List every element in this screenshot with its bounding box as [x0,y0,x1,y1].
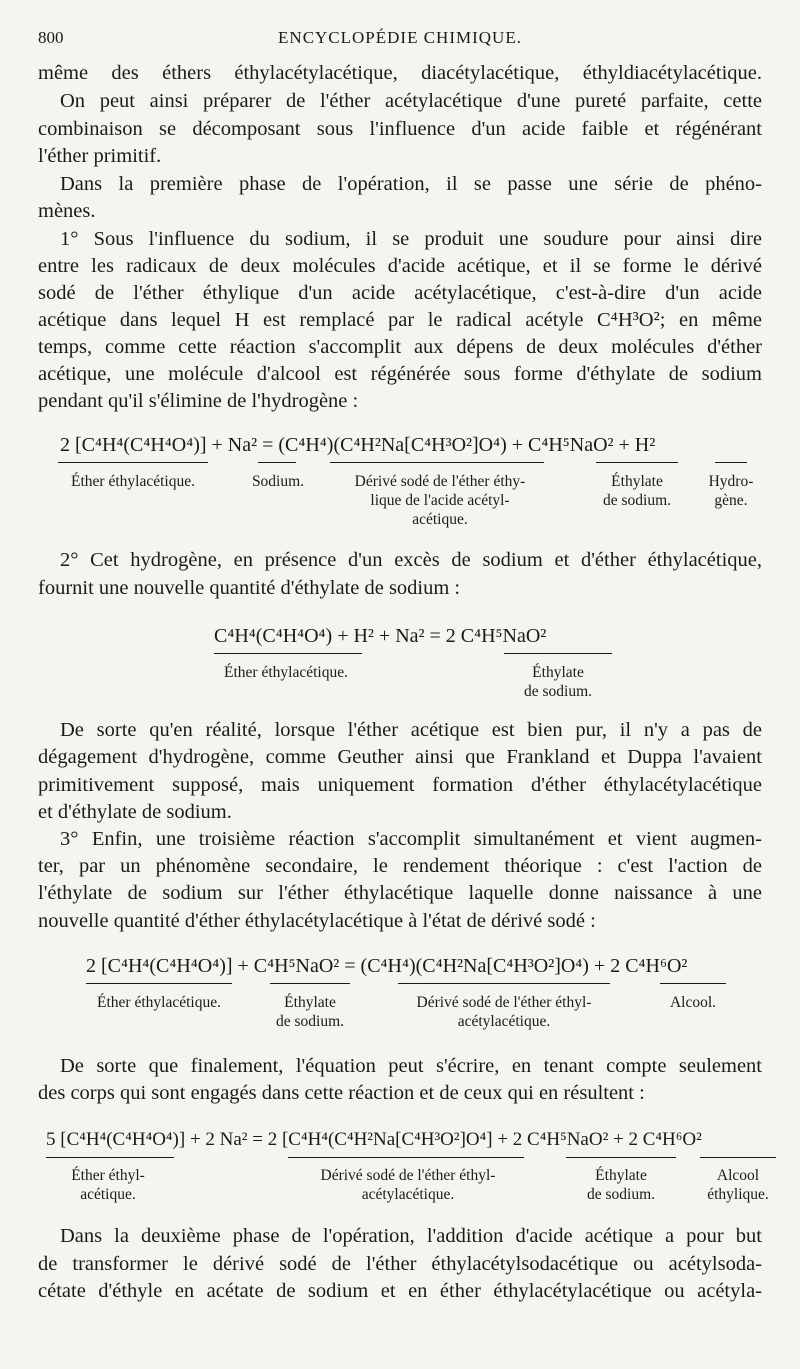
text-line: entre les radicaux de deux molécules d'acide acétique, et il se forme le dérivé [38,255,762,277]
equation-2: C⁴H⁴(C⁴H⁴O⁴) + H² + Na² = 2 C⁴H⁵NaO² [214,625,547,647]
text-line: cétate d'éthyle en acétate de sodium et en éther éthylacétylacétique ou acétyla- [38,1280,762,1302]
equation-caption: Éthylate de sodium. [586,1167,656,1203]
equation-4: 5 [C⁴H⁴(C⁴H⁴O⁴)] + 2 Na² = 2 [C⁴H⁴(C⁴H²Na[C⁴H³O²]O⁴] + 2 C⁴H⁵NaO² + 2 C⁴H⁶O² [46,1129,702,1150]
equation-caption: Éther éthylacétique. [71,473,195,490]
equation-3: 2 [C⁴H⁴(C⁴H⁴O⁴)] + C⁴H⁵NaO² = (C⁴H⁴)(C⁴H²Na[C⁴H³O²]O⁴) + 2 C⁴H⁶O² [86,955,688,977]
equation-caption: Éthylate de sodium. [275,994,345,1030]
text-line: l'éther primitif. [38,145,162,167]
text-line: On peut ainsi préparer de l'éther acétylacétique d'une pureté parfaite, cette [60,90,762,112]
text-line: De sorte qu'en réalité, lorsque l'éther acétique est bien pur, il n'y a pas de [60,719,762,741]
text-line: combinaison se décomposant sous l'influence d'un acide faible et régénérant [38,118,762,140]
text-line: temps, comme cette réaction s'accomplit aux dépens de deux molécules d'éther [38,336,762,358]
text-line: De sorte que finalement, l'équation peut s'écrire, en tenant compte seulement [60,1055,762,1077]
text-line: ter, par un phénomène secondaire, le rendement théorique : c'est l'action de [38,855,762,877]
running-header [38,28,762,52]
equation-caption: Éther éthyl- acétique. [71,1167,145,1203]
text-line: dégagement d'hydrogène, comme Geuther ainsi que Frankland et Duppa l'avaient [38,746,762,768]
text-line: nouvelle quantité d'éther éthylacétylacétique à l'état de dérivé sodé : [38,910,596,932]
text-line: 2° Cet hydrogène, en présence d'un excès de sodium et d'éther éthylacétique, [60,549,762,571]
text-line: Dans la deuxième phase de l'opération, l'addition d'acide acétique a pour but [60,1225,762,1247]
text-line: des corps qui sont engagés dans cette réaction et de ceux qui en résultent : [38,1082,645,1104]
running-title: ENCYCLOPÉDIE CHIMIQUE. [278,28,522,47]
text-line: même des éthers éthylacétylacétique, diacétylacétique, éthyldiacétylacétique. [38,62,762,84]
text-line: 1° Sous l'influence du sodium, il se produit une soudure pour ainsi dire [60,228,762,250]
equation-caption: Sodium. [251,473,305,490]
equation-caption: Dérivé sodé de l'éther éthy- lique de l'acide acétyl- acétique. [354,473,526,528]
text-line: sodé de l'éther éthylique d'un acide acétylacétique, c'est-à-dire d'un acide [38,282,762,304]
page-number: 800 [38,28,64,47]
equation-caption: Éthylate de sodium. [523,664,593,700]
text-line: et d'éthylate de sodium. [38,801,232,823]
equation-caption: Alcool éthylique. [707,1167,769,1203]
equation-caption: Éther éthylacétique. [97,994,221,1011]
text-line: acétique dans lequel H est remplacé par le radical acétyle C⁴H³O²; en même [38,309,762,331]
equation-caption: Éther éthylacétique. [224,664,348,681]
text-line: fournit une nouvelle quantité d'éthylate de sodium : [38,577,461,599]
text-line: de transformer le dérivé sodé de l'éther éthylacétylsodacétique ou acétylsoda- [38,1253,762,1275]
equation-caption: Hydro- gène. [708,473,754,509]
text-line: pendant qu'il s'élimine de l'hydrogène : [38,390,359,412]
text-line: primitivement supposé, mais uniquement formation d'éther éthylacétylacétique [38,774,762,796]
equation-caption: Dérivé sodé de l'éther éthyl- acétylacétique. [416,994,592,1030]
equation-caption: Dérivé sodé de l'éther éthyl- acétylacétique. [320,1167,496,1203]
text-line: 3° Enfin, une troisième réaction s'accomplit simultanément et vient augmen- [60,828,762,850]
text-line: l'éthylate de sodium sur l'éther éthylacétique laquelle donne naissance à une [38,882,762,904]
equation-1: 2 [C⁴H⁴(C⁴H⁴O⁴)] + Na² = (C⁴H⁴)(C⁴H²Na[C⁴H³O²]O⁴) + C⁴H⁵NaO² + H² [60,434,656,456]
equation-caption: Alcool. [669,994,717,1011]
equation-caption: Éthylate de sodium. [602,473,672,509]
text-line: Dans la première phase de l'opération, il se passe une série de phéno- [60,173,762,195]
text-line: acétique, une molécule d'alcool est régénérée sous forme d'éthylate de sodium [38,363,762,385]
text-line: mènes. [38,200,96,222]
